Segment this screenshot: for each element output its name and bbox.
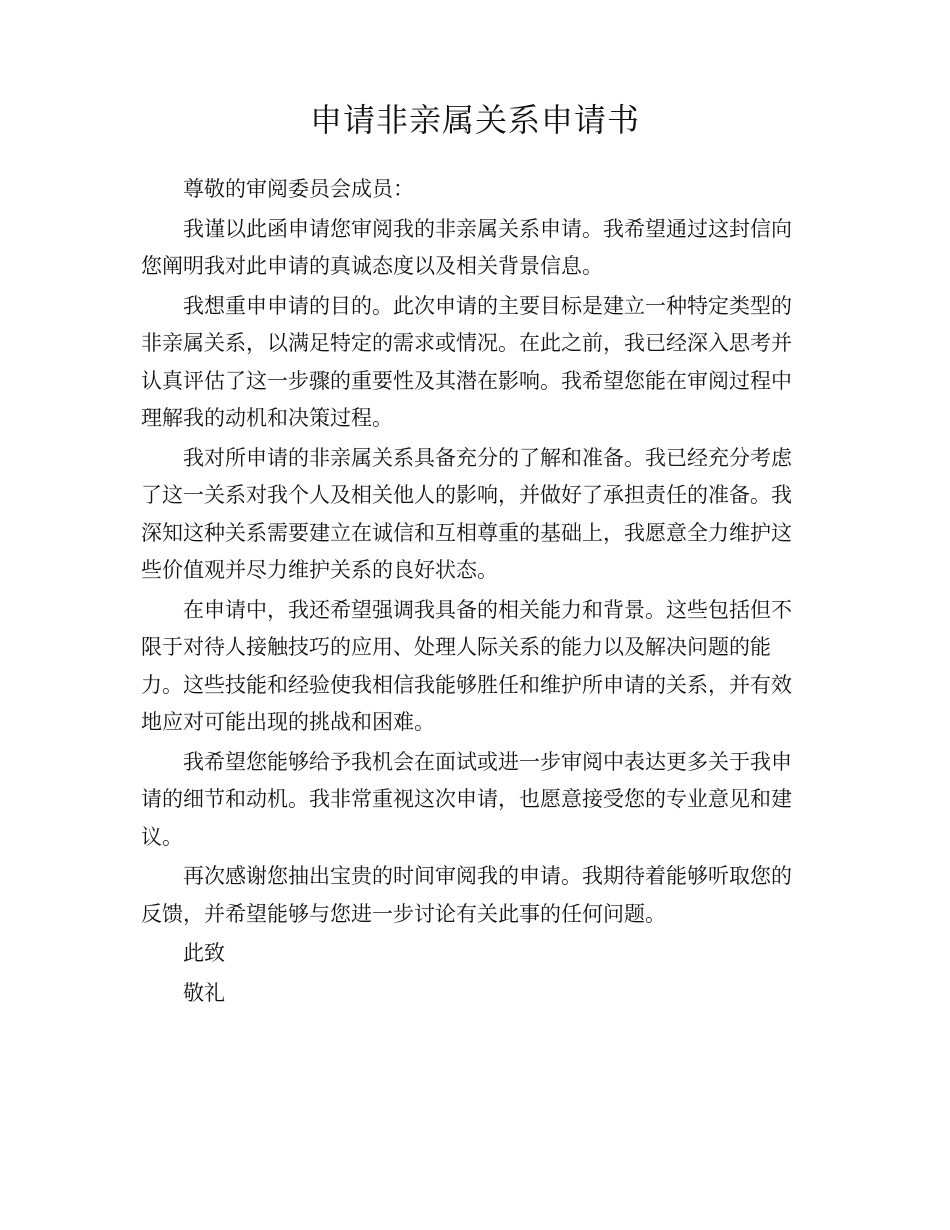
paragraph-4: 在申请中，我还希望强调我具备的相关能力和背景。这些包括但不限于对待人接触技巧的应用、处理人际关系的能力以及解决问题的能力。这些技能和经验使我相信我能够胜任和维护所申请的关系，并有效地应对可能出现的挑战和困难。 bbox=[141, 597, 792, 734]
document-title: 申请非亲属关系申请书 bbox=[309, 101, 640, 139]
paragraph-2: 我想重申申请的目的。此次申请的主要目标是建立一种特定类型的非亲属关系，以满足特定的需求或情况。在此之前，我已经深入思考并认真评估了这一步骤的重要性及其潜在影响。我希望您能在审阅过程中理解我的动机和决策过程。 bbox=[141, 293, 792, 430]
closing-line-1: 此致 bbox=[183, 941, 225, 965]
letter-body bbox=[141, 171, 801, 1012]
paragraph-1: 我谨以此函申请您审阅我的非亲属关系申请。我希望通过这封信向您阐明我对此申请的真诚态度以及相关背景信息。 bbox=[141, 216, 792, 278]
closing-line-2: 敬礼 bbox=[183, 980, 225, 1005]
paragraph-3: 我对所申请的非亲属关系具备充分的了解和准备。我已经充分考虑了这一关系对我个人及相关他人的影响，并做好了承担责任的准备。我深知这种关系需要建立在诚信和互相尊重的基础上，我愿意全力维护这些价值观并尽力维护关系的良好状态。 bbox=[141, 445, 792, 582]
salutation: 尊敬的审阅委员会成员： bbox=[183, 177, 414, 201]
paragraph-6: 再次感谢您抽出宝贵的时间审阅我的申请。我期待着能够听取您的反馈，并希望能够与您进一步讨论有关此事的任何问题。 bbox=[141, 864, 792, 926]
paragraph-5: 我希望您能够给予我机会在面试或进一步审阅中表达更多关于我申请的细节和动机。我非常重视这次申请，也愿意接受您的专业意见和建议。 bbox=[141, 749, 792, 849]
